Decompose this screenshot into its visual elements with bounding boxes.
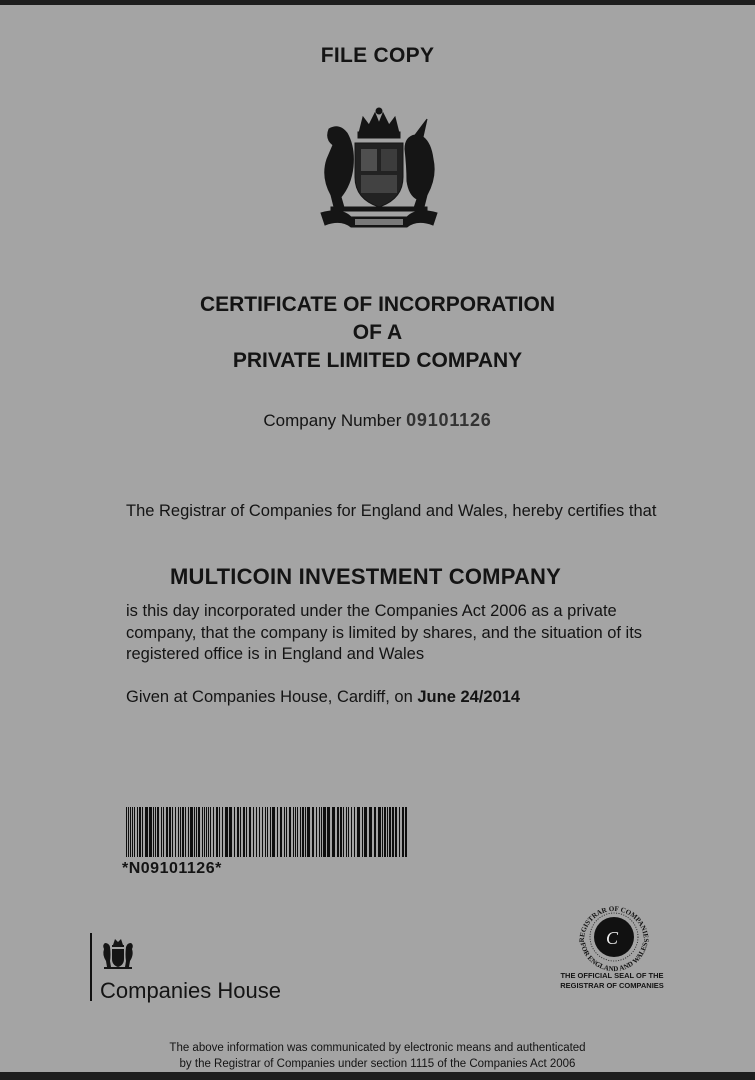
company-number-row xyxy=(0,410,755,431)
given-date: June 24/2014 xyxy=(417,688,521,706)
barcode-bar xyxy=(284,807,285,857)
companies-house-logo xyxy=(90,933,310,1001)
incorporation-paragraph: is this day incorporated under the Companies Act 2006 as a private company, that the company is limited by shares, and the situation of its registered office is in England and Wales xyxy=(126,602,643,663)
barcode-bar xyxy=(312,807,314,857)
title-line: PRIVATE LIMITED COMPANY xyxy=(232,349,523,372)
barcode-bar xyxy=(175,807,176,857)
barcode-bar xyxy=(395,807,397,857)
barcode-bar xyxy=(332,807,335,857)
barcode-bar xyxy=(225,807,228,857)
barcode-bar xyxy=(198,807,200,857)
barcode-bar xyxy=(253,807,254,857)
barcode-bar xyxy=(132,807,133,857)
barcode-bar xyxy=(229,807,232,857)
barcode-bar xyxy=(321,807,322,857)
barcode-bar xyxy=(134,807,135,857)
given-text: Given at Companies House, Cardiff, on xyxy=(126,688,413,706)
seal-caption-line: REGISTRAR OF COMPANIES xyxy=(560,980,664,990)
barcode-bar xyxy=(142,807,143,857)
barcode-bar xyxy=(369,807,372,857)
barcode-bar xyxy=(343,807,344,857)
svg-text:REGISTRAR OF COMPANIES: REGISTRAR OF COMPANIES xyxy=(577,904,651,943)
barcode-bar xyxy=(270,807,271,857)
barcode-bar xyxy=(305,807,306,857)
barcode-bar xyxy=(302,807,304,857)
barcode-bar xyxy=(389,807,391,857)
footer-line: by the Registrar of Companies under section 1115 of the Companies Act 2006 xyxy=(179,1057,576,1070)
barcode-bar xyxy=(188,807,189,857)
barcode-bar xyxy=(196,807,197,857)
barcode-bar xyxy=(130,807,131,857)
barcode-bar xyxy=(163,807,164,857)
svg-text:C: C xyxy=(606,928,619,948)
certificate-page xyxy=(0,5,755,1072)
company-number-value: 09101126 xyxy=(406,410,492,430)
barcode-bar xyxy=(272,807,275,857)
certify-paragraph: The Registrar of Companies for England and Wales, hereby certifies that xyxy=(126,502,657,520)
footer-note xyxy=(0,1041,755,1072)
seal-caption-line: THE OFFICIAL SEAL OF THE xyxy=(560,971,664,980)
barcode-bar xyxy=(161,807,162,857)
barcode-bar xyxy=(374,807,376,857)
companies-house-crest-icon xyxy=(100,937,136,971)
barcode-bar xyxy=(169,807,171,857)
barcode-bar xyxy=(249,807,251,857)
barcode-bar xyxy=(172,807,173,857)
barcode-bar xyxy=(307,807,310,857)
royal-coat-of-arms-icon xyxy=(311,107,447,231)
barcode-bar xyxy=(295,807,296,857)
barcode-bar xyxy=(222,807,223,857)
barcode-bar xyxy=(145,807,148,857)
barcode-bar xyxy=(153,807,154,857)
given-paragraph xyxy=(126,687,686,709)
barcode-bar xyxy=(155,807,156,857)
barcode-bar xyxy=(362,807,363,857)
barcode-bar xyxy=(364,807,367,857)
barcode-bar xyxy=(289,807,291,857)
barcode-bar xyxy=(204,807,205,857)
barcode-bar xyxy=(348,807,349,857)
barcode-bar xyxy=(126,807,127,857)
barcode-bar xyxy=(206,807,207,857)
barcode-bar xyxy=(300,807,301,857)
svg-text:FOR ENGLAND AND WALES: FOR ENGLAND AND WALES xyxy=(578,941,650,973)
barcode-bar xyxy=(280,807,282,857)
company-name: MULTICOIN INVESTMENT COMPANY xyxy=(170,564,561,589)
barcode-bar xyxy=(243,807,245,857)
file-copy-heading: FILE COPY xyxy=(320,44,435,67)
barcode-bar xyxy=(357,807,360,857)
certificate-title xyxy=(0,291,755,375)
barcode-bar xyxy=(157,807,159,857)
barcode-bar xyxy=(246,807,247,857)
barcode-bar xyxy=(234,807,235,857)
barcode-bar xyxy=(178,807,179,857)
barcode-bar xyxy=(327,807,330,857)
barcode-bar xyxy=(384,807,386,857)
barcode-bar xyxy=(194,807,195,857)
barcode-bar xyxy=(139,807,141,857)
barcode-bar xyxy=(149,807,152,857)
barcode-bar xyxy=(293,807,294,857)
barcode-bar xyxy=(213,807,214,857)
barcode-bar xyxy=(190,807,193,857)
barcode-bar xyxy=(382,807,383,857)
barcode-bar xyxy=(256,807,257,857)
title-line: CERTIFICATE OF INCORPORATION xyxy=(199,293,556,316)
barcode-bar xyxy=(392,807,394,857)
barcode-bar xyxy=(319,807,320,857)
companies-house-name: Companies House xyxy=(100,978,281,1003)
barcode-icon xyxy=(126,807,411,857)
barcode-bar xyxy=(387,807,388,857)
barcode-bar xyxy=(137,807,138,857)
barcode-bar xyxy=(240,807,241,857)
barcode-bar xyxy=(210,807,211,857)
footer-line: The above information was communicated by electronic means and authenticated xyxy=(169,1042,586,1054)
barcode-bar xyxy=(202,807,203,857)
barcode-bar xyxy=(378,807,381,857)
barcode-text: *N09101126* xyxy=(122,860,222,877)
barcode-bar xyxy=(297,807,298,857)
company-number-label: Company Number xyxy=(263,411,402,430)
barcode-bar xyxy=(259,807,260,857)
barcode-bar xyxy=(323,807,326,857)
official-seal-icon xyxy=(566,897,662,973)
barcode-bar xyxy=(286,807,287,857)
barcode-bar xyxy=(340,807,342,857)
barcode-bar xyxy=(265,807,266,857)
barcode-bar xyxy=(185,807,186,857)
barcode-bar xyxy=(180,807,181,857)
barcode-bar xyxy=(351,807,352,857)
logo-divider xyxy=(90,933,92,1001)
seal-caption xyxy=(548,971,676,990)
barcode-bar xyxy=(402,807,404,857)
barcode-bar xyxy=(216,807,218,857)
barcode-bar xyxy=(346,807,347,857)
barcode-bar xyxy=(354,807,355,857)
barcode-bar xyxy=(237,807,239,857)
barcode-bar xyxy=(182,807,184,857)
barcode-bar xyxy=(208,807,209,857)
barcode-bar xyxy=(337,807,339,857)
barcode-bar xyxy=(277,807,278,857)
barcode-bar xyxy=(128,807,129,857)
title-line: OF A xyxy=(352,321,403,344)
barcode-bar xyxy=(405,807,407,857)
barcode-bar xyxy=(262,807,263,857)
barcode-bar xyxy=(267,807,268,857)
barcode-bar xyxy=(316,807,317,857)
barcode-bar xyxy=(399,807,400,857)
barcode-bar xyxy=(166,807,168,857)
barcode-bar xyxy=(219,807,220,857)
